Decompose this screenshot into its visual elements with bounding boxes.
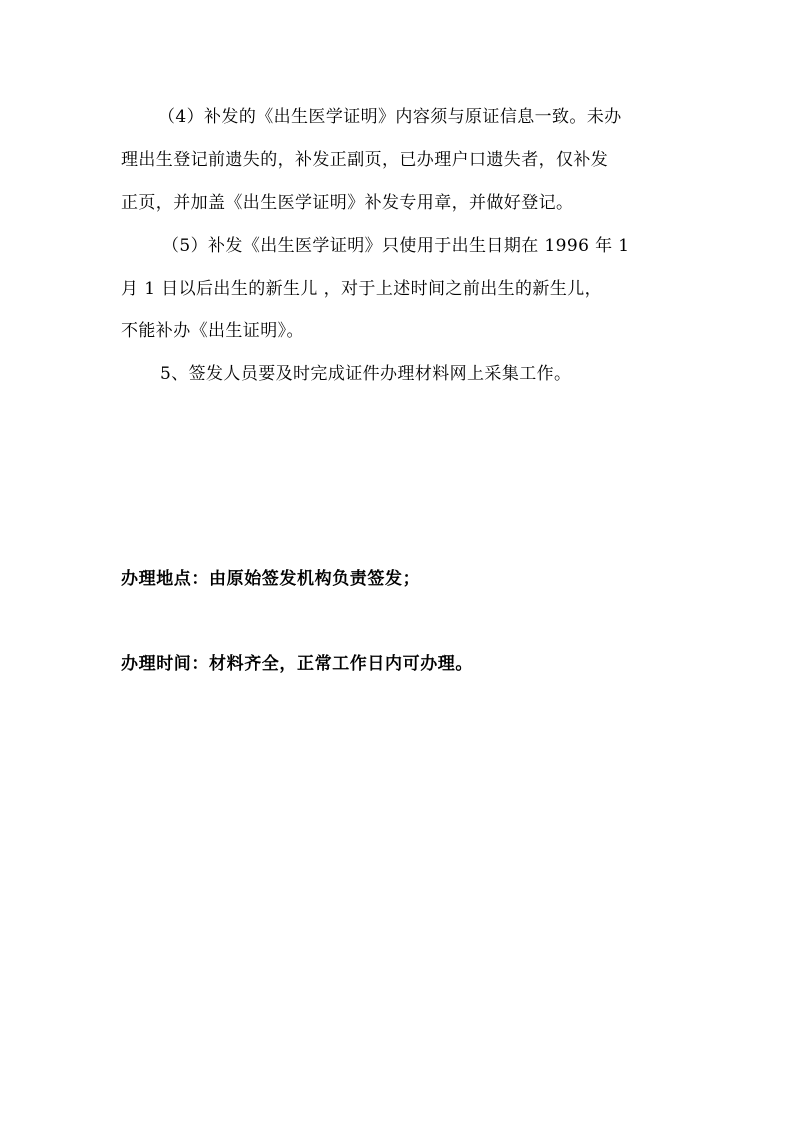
handling-location: 办理地点：由原始签发机构负责签发； (121, 569, 421, 589)
paragraph-5-line-1: （5）补发《出生医学证明》只使用于出生日期在 1996 年 1 (162, 236, 630, 256)
paragraph-4-line-1: （4）补发的《出生医学证明》内容须与原证信息一致。未办 (158, 107, 622, 127)
paragraph-5-line-3: 不能补办《出生证明》。 (121, 321, 304, 341)
item-5: 5、签发人员要及时完成证件办理材料网上采集工作。 (160, 364, 572, 384)
paragraph-5-line-2: 月 1 日以后出生的新生儿 ，对于上述时间之前出生的新生儿， (121, 279, 603, 299)
paragraph-4-line-2: 理出生登记前遗失的，补发正副页，已办理户口遗失者，仅补发 (121, 150, 609, 170)
paragraph-4-line-3: 正页，并加盖《出生医学证明》补发专用章，并做好登记。 (121, 193, 574, 213)
handling-time: 办理时间：材料齐全，正常工作日内可办理。 (121, 654, 473, 674)
